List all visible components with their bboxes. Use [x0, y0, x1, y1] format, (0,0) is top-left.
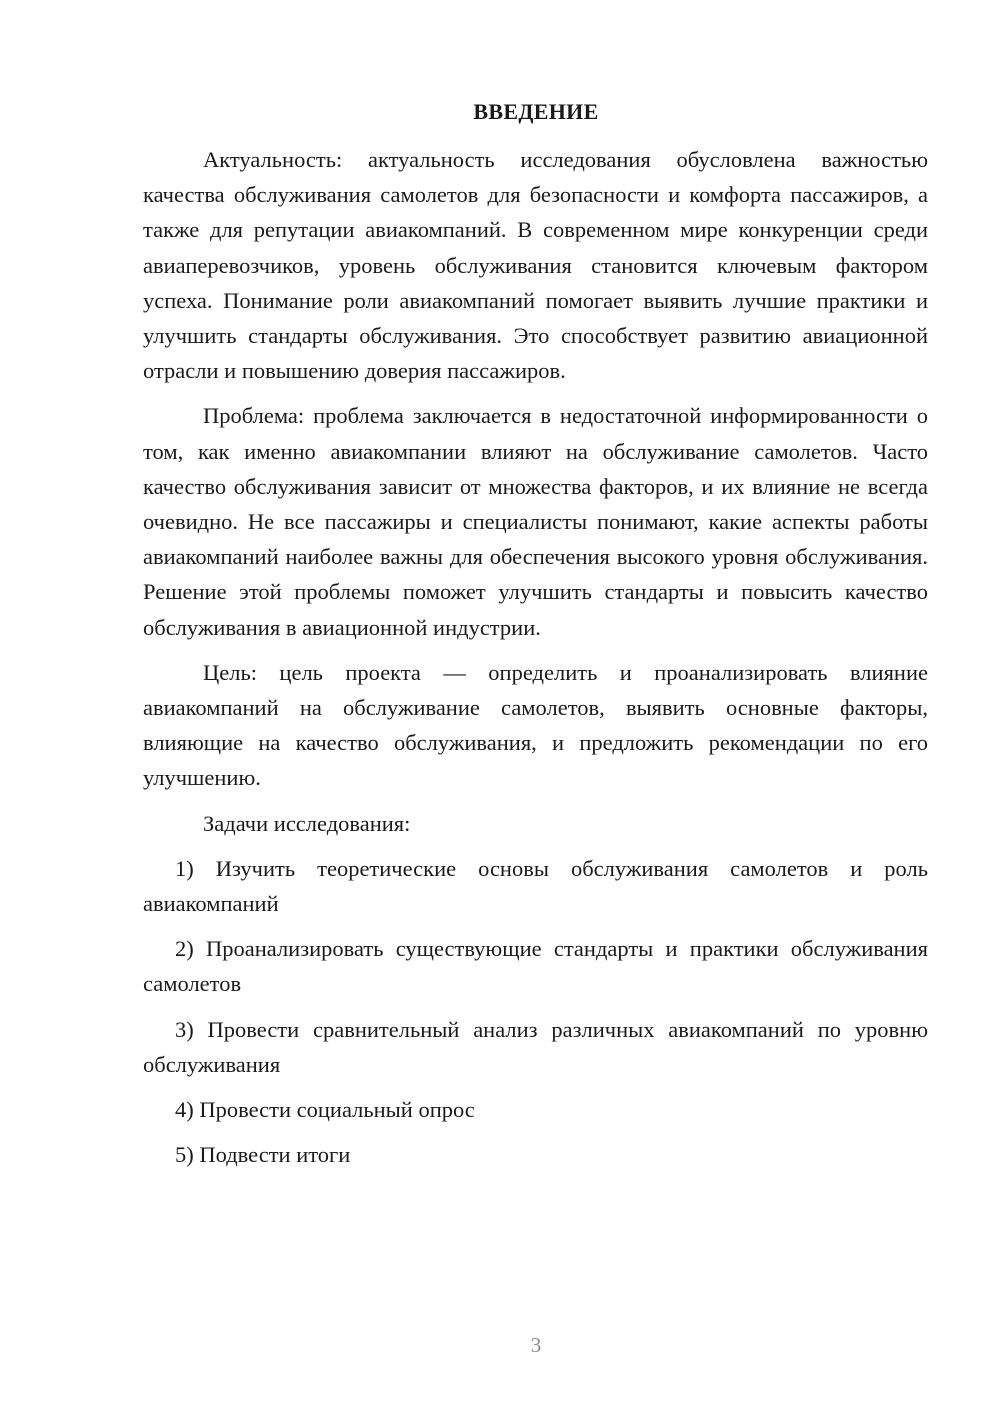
page-number: 3: [530, 1333, 542, 1357]
section-heading: ВВЕДЕНИЕ: [473, 99, 599, 124]
task-item: 3) Провести сравнительный анализ различных авиакомпаний по уровню обслуживания: [143, 1016, 928, 1077]
task-item: 4) Провести социальный опрос: [175, 1097, 475, 1123]
document-body: [143, 142, 928, 1172]
task-item: 1) Изучить теоретические основы обслуживания самолетов и роль авиакомпаний: [143, 855, 928, 917]
relevance-paragraph: Актуальность: актуальность исследования обусловлена важностью качества обслуживания самолетов для безопасности и комфорта пассажиров, а также для репутации авиакомпаний. В современном мире конкуренции среди авиаперевозчиков, уровень обслуживания становится ключевым фактором успеха. Понимание роли авиакомпаний помогает выявить лучшие практики и улучшить стандарты обслуживания. Это способствует развитию авиационной отрасли и повышению доверия пассажиров.: [143, 147, 928, 384]
tasks-title: Задачи исследования:: [203, 810, 411, 836]
task-item: 2) Проанализировать существующие стандарты и практики обслуживания самолетов: [143, 936, 928, 997]
problem-paragraph: Проблема: проблема заключается в недостаточной информированности о том, как именно авиакомпании влияют на обслуживание самолетов. Часто качество обслуживания зависит от множества факторов, и их влияние не всегда очевидно. Не все пассажиры и специалисты понимают, какие аспекты работы авиакомпаний наиболее важны для обеспечения высокого уровня обслуживания. Решение этой проблемы поможет улучшить стандарты и повысить качество обслуживания в авиационной индустрии.: [143, 403, 928, 640]
goal-paragraph: Цель: цель проекта — определить и проанализировать влияние авиакомпаний на обслуживание самолетов, выявить основные факторы, влияющие на качество обслуживания, и предложить рекомендации по его улучшению.: [143, 659, 928, 791]
task-item: 5) Подвести итоги: [175, 1142, 351, 1168]
